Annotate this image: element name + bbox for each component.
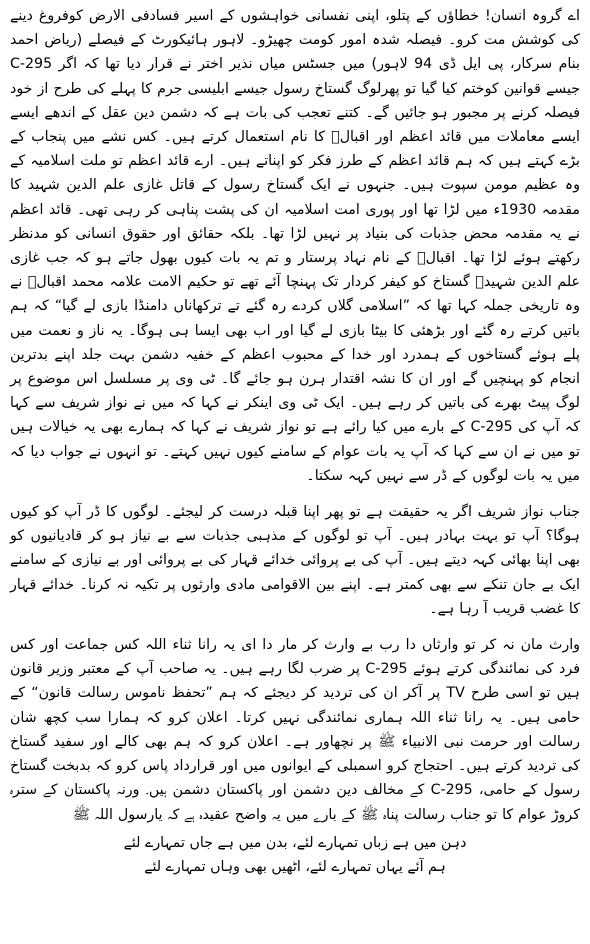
paragraph-3: وارث مان نہ کر تو وارثاں دا رب بے وارث کر مار دا ای یہ رانا ثناء اللہ کس جماعت اور کس فرد کی نمائندگی کرتے ہوئے C-295 پر ضرب لگا رہے ہیں۔ یہ صاحب آپ کے معتبر وزیر قانون ہیں تو اسی طرح TV پر آکر ان کی تردید کر دیجئے کہ ہم ”تحفظ ناموس رسالت قانون“ کے حامی ہیں۔ یہ رانا ثناء اللہ ہماری نمائندگی نہیں کرتا۔ اعلان کرو کہ ہمارا سب کچھ شان رسالت اور حرمت نبی الانبیاء ﷺ پر نچھاور ہے۔ اعلان کرو کہ ہم بھی کالے اور سفید گستاخ کی تردید کرتے ہیں۔ احتجاج کرو اسمبلی کے ایوانوں میں اور قرارداد پاس کرو کہ بدبخت گستاخ رسول کے حامی، C-295 کے مخالف دین دشمن اور پاکستان دشمن ہیں۔ ورنہ پاکستان کے سترہ کروڑ عوام کا تو جناب رسالت پناہ ﷺ کے بارے میں یہ واضح عقیدہ ہے کہ یارسول اللہ ﷺ — [10, 637, 580, 823]
poem-line-1: دہن میں ہے زباں تمہارے لئے، بدن میں ہے جاں تمہارے لئے — [123, 834, 467, 851]
poem-line-2: ہم آئے یہاں تمہارے لئے، اٹھیں بھی وہاں تمہارے لئے — [144, 858, 446, 875]
poem-verse — [10, 831, 580, 879]
paragraph-2: جناب نواز شریف اگر یہ حقیقت ہے تو پھر اپنا قبلہ درست کر لیجئے۔ لوگوں کا ڈر آپ کو کیوں ہوگا؟ آپ تو بہت بہادر ہیں۔ آپ تو لوگوں کے مذہبی جذبات سے بے نیاز ہو کر قادیانیوں کو بھی اپنا بھائی کہہ دیتے ہیں۔ آپ کی بے پروائی خدائے قہار کی بے پروائی اور بے نیازی کے سامنے ایک بے جان تنکے سے بھی کمتر ہے۔ اپنے بین الاقوامی مادی وارثوں پر تکیہ نہ کرنا۔ خدائے قہار کا غضب قریب آ رہا ہے۔ — [10, 504, 580, 617]
paragraph-1: اے گروہ انسان! خطاؤں کے پتلو، اپنی نفسانی خواہشوں کے اسیر فسادفی الارض کوفروغ دینے کی کوشش مت کرو۔ فیصلہ شدہ امور کومت چھیڑو۔ لاہور ہائیکورٹ کے فیصلے (ریاض احمد بنام سرکار، پی ایل ڈی 94 لاہور) میں جسٹس میاں نذیر اختر نے قرار دیا تھا کہ اگر C-295 جیسے قوانین کوختم کیا گیا تو پھرلوگ گستاخ رسول جیسے ابلیسی جرم کا پہلے کی طرح از خود فیصلہ کرنے پر مجبور ہو جائیں گے۔ کتنے تعجب کی بات ہے کہ دشمن دین عقل کے اندھے ایسے ایسے معاملات میں قائد اعظم اور اقبالؒ کا نام استعمال کرتے ہیں۔ کس نشے میں پنجاب کے بڑے کہتے ہیں کہ ہم قائد اعظم کے طرز فکر کو اپناتے ہیں۔ ارے قائد اعظم تو ملت اسلامیہ کے وہ عظیم مومن سپوت ہیں۔ جنہوں نے ایک گستاخ رسول کے قاتل غازی علم الدین شہید کا مقدمہ 1930ء میں لڑا تھا اور پوری امت اسلامیہ ان کی پشت پناہی کر رہی تھی۔ قائد اعظم نے یہ مقدمہ محض جذبات کی بنیاد پر نہیں لڑا تھا۔ بلکہ حقائق اور حقوق انسانی کو مدنظر رکھتے ہوئے لڑا تھا۔ اقبالؒ کے نام نہاد پرستار و تم یہ بات کیوں بھول جاتے ہو کہ جب غازی علم الدین شہیدؒ گستاخ کو کیفر کردار تک پہنچا آئے تھے تو حکیم الامت علامہ محمد اقبالؒ نے وہ تاریخی جملہ کہا تھا کہ ”اسلامی گلاں کردے رہ گئے تے ترکھاناں دامنڈا بازی لے گیا“ کہ ہم باتیں کرتے رہ گئے اور بڑھئی کا بیٹا بازی لے گیا اور اب بھی ایسا ہی ہوگا۔ یہ ناز و نعمت میں پلے ہوئے گستاخوں کے ہمدرد اور خدا کے محبوب اعظم کے خفیہ دشمن بہت جلد اپنے بدترین انجام کو پہنچیں گے اور ان کا نشہ اقتدار ہرن ہو جائے گا۔ ٹی وی پر مسلسل اس موضوع پر لوگ پیٹ بھرے کی باتیں کر رہے ہیں۔ ایک ٹی وی اینکر نے کہا کہ میں نے نواز شریف سے کہا کہ آپ کی C-295 کے بارے میں کیا رائے ہے تو نواز شریف نے کہا کہ ہمارے بھی یہ خیالات ہیں تو میں نے ان سے کہا کہ آپ یہ بات عوام کے سامنے کیوں نہیں کہتے۔ تو انہوں نے جواب دیا کہ میں یہ بات لوگوں کے ڈر سے نہیں کہہ سکتا۔ — [10, 8, 580, 484]
